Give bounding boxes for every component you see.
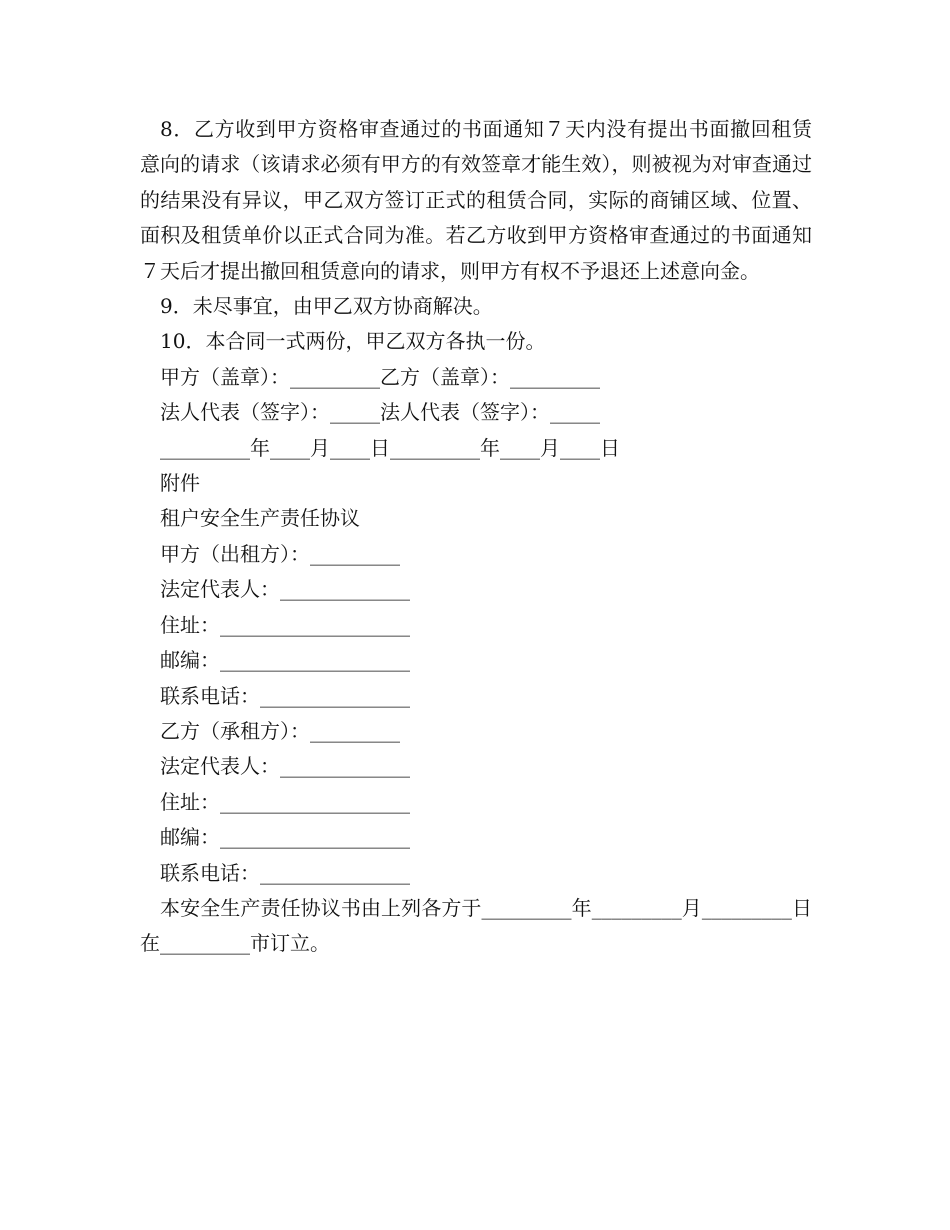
clause-10: 10．本合同一式两份，甲乙双方各执一份。 bbox=[160, 329, 546, 354]
attachment-label: 附件 bbox=[160, 471, 200, 496]
signing-statement: 本安全生产责任协议书由上列各方于_________年_________月_________日在_________市订立。 bbox=[140, 895, 812, 956]
party-b-representative-field: 法定代表人：_____________ bbox=[160, 754, 410, 779]
date-line: _________年____月____日_________年____月____日 bbox=[160, 435, 620, 460]
clause-9: 9．未尽事宜，由甲乙双方协商解决。 bbox=[160, 294, 493, 319]
party-a-field: 甲方（出租方）：_________ bbox=[160, 541, 400, 566]
party-a-representative-field: 法定代表人：_____________ bbox=[160, 577, 410, 602]
party-b-address-field: 住址：___________________ bbox=[160, 789, 410, 814]
party-a-phone-field: 联系电话：_______________ bbox=[160, 683, 410, 708]
party-b-phone-field: 联系电话：_______________ bbox=[160, 860, 410, 885]
signature-line: 法人代表（签字）：_____法人代表（签字）：_____ bbox=[160, 400, 600, 425]
seal-line: 甲方（盖章）：_________乙方（盖章）：_________ bbox=[160, 364, 600, 389]
party-a-address-field: 住址：___________________ bbox=[160, 612, 410, 637]
party-b-field: 乙方（承租方）：_________ bbox=[160, 718, 400, 743]
document-body bbox=[140, 112, 812, 962]
attachment-title: 租户安全生产责任协议 bbox=[160, 506, 360, 531]
clause-8: 8．乙方收到甲方资格审查通过的书面通知７天内没有提出书面撤回租赁意向的请求（该请求必须有甲方的有效签章才能生效），则被视为对审查通过的结果没有异议，甲乙双方签订正式的租赁合同，实际的商铺区域、位置、面积及租赁单价以正式合同为准。若乙方收到甲方资格审查通过的书面通知７天后才提出撤回租赁意向的请求，则甲方有权不予退还上述意向金。 bbox=[140, 117, 812, 283]
party-a-postcode-field: 邮编：___________________ bbox=[160, 648, 410, 673]
party-b-postcode-field: 邮编：___________________ bbox=[160, 825, 410, 850]
